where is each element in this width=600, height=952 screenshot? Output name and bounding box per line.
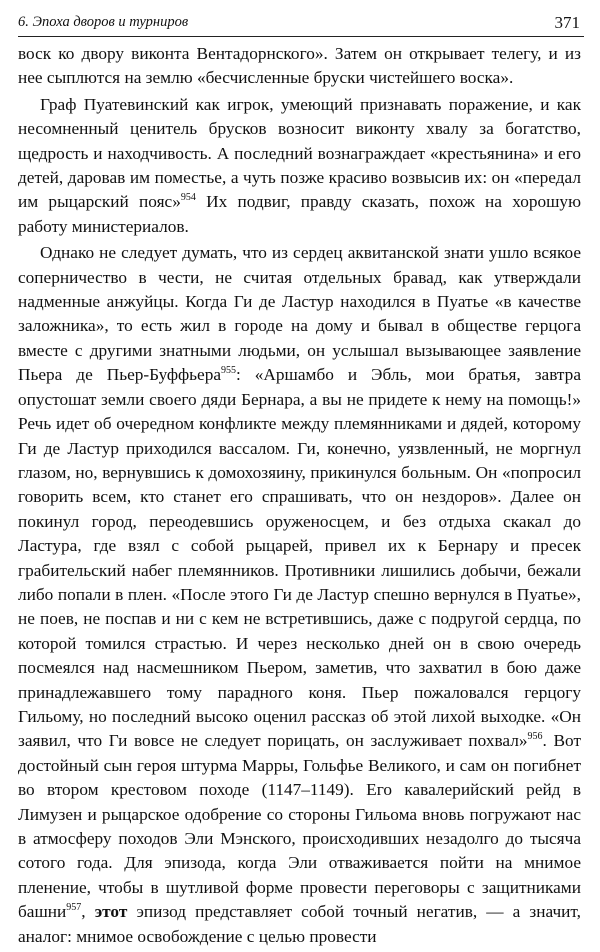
paragraph bbox=[18, 42, 581, 91]
chapter-title: 6. Эпоха дворов и турниров bbox=[18, 14, 189, 30]
footnote-ref: 956 bbox=[527, 731, 543, 743]
text-segment: : «Аршамбо и Эбль, мои братья, завтра опустошат земли своего дяди Бернара, а вы не придете к нему на помощь!» Речь идет об очередном конфликте между племянниками и дядей, которому Ги де Ластур приходился вассалом. Ги, конечно, уязвленный, не моргнул глазом, но, вернувшись к домохозяину, прикинулся больным. Он «попросил говорить всем, кто станет его спрашивать, что он нездоров». Далее он покинул город, переодевшись оруженосцем, и без отдыха скакал до Ластура, где взял с собой рыцарей, привел их к Бернару и пресек грабительский набег племянников. Противники лишились добычи, бежали либо попали в плен. «После этого Ги де Ластур спешно вернулся в Пуатье», не поев, не поспав и ни с кем не встретившись, даже с подругой сердца, по которой томился страстью. И через несколько дней он в свою очередь посмеялся над насмешником Пьером, заметив, что захватил в бою даже принадлежавшего тому парадного коня. Пьер пожаловался герцогу Гильому, но последний высоко оценил рассказ об этой лихой выходке. «Он заявил, что Ги вовсе не следует порицать, он заслуживает похвал» bbox=[18, 365, 581, 751]
text-segment: эпизод представляет собой точный негатив, — а значит, аналог: мнимое освобождение с целью провести bbox=[18, 902, 581, 946]
footnote-ref: 955 bbox=[221, 365, 237, 377]
body-text bbox=[18, 42, 581, 949]
footnote-ref: 954 bbox=[180, 192, 196, 204]
text-segment: . Вот достойный сын героя штурма Марры, Гольфье Великого, и сам он погибнет во втором крестовом походе (1147–1149). Его кавалерийский рейд в Лимузен и рыцарское одобрение со стороны Гильома вновь погружают нас в атмосферу походов Эли Мэнского, происходивших незадолго до тысяча сотого года. Для эпизода, когда Эли отваживается пойти на мнимое пленение, чтобы в шутливой форме провести переговоры с защитниками башни bbox=[18, 731, 581, 922]
text-segment: Граф Пуатевинский как игрок, умеющий признавать поражение, и как несомненный ценитель брусков возносит виконту хвалу за богатство, щедрость и находчивость. А последний вознаграждает «крестьянина» и его детей, даровав им поместье, а чуть позже красиво возвысив их: он «передал им рыцарский пояс» bbox=[18, 94, 581, 212]
text-segment: , bbox=[81, 902, 95, 922]
paragraph bbox=[18, 241, 581, 949]
text-segment: Их подвиг, правду сказать, похож на хорошую работу министериалов. bbox=[18, 192, 581, 236]
text-segment: Однако не следует думать, что из сердец аквитанской знати ушло всякое соперничество в чести, не считая отдельных бравад, как утверждали надменные анжуйцы. Когда Ги де Ластур находился в Пуатье «в качестве заложника», то есть жил в городе на дому и бывал в обществе герцога вместе с другими знатными людьми, он услышал вызывающее заявление Пьера де Пьер-Буффьера bbox=[18, 243, 581, 385]
bold-text: этот bbox=[94, 902, 128, 922]
page-number: 371 bbox=[554, 13, 580, 32]
footnote-ref: 957 bbox=[66, 902, 82, 914]
paragraph bbox=[18, 93, 581, 239]
text-segment: воск ко двору виконта Вентадорнского». Затем он открывает телегу, и из нее сыплются на землю «бесчисленные бруски чистейшего воска». bbox=[18, 44, 581, 88]
running-header bbox=[18, 8, 584, 37]
